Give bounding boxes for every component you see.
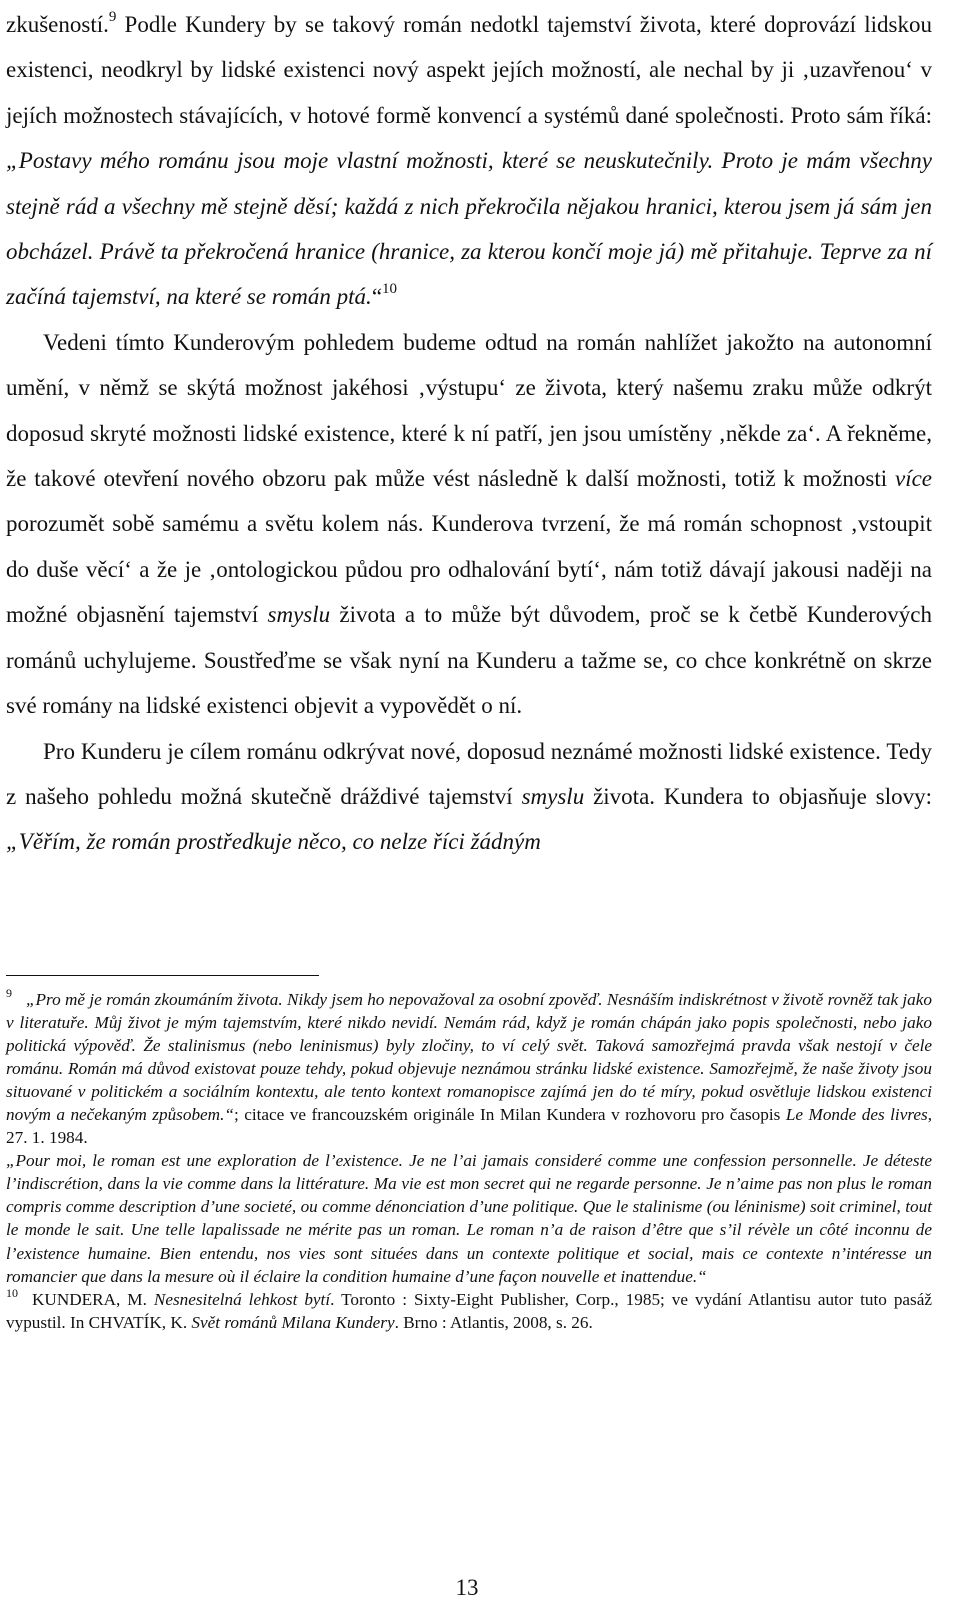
- page-number: 13: [455, 1575, 479, 1600]
- footnote-10-text-2: . Toronto : Sixty-Eight Publisher, Corp., 1985; ve vydání Atlantisu autor tuto pasáž vypustil. In CHVATÍK, K.: [6, 1289, 932, 1332]
- paragraph-2: [6, 320, 932, 729]
- footnote-10-title-1: Nesnesitelná lehkost bytí: [153, 1289, 331, 1309]
- footnote-9-czech-quote: „Pro mě je román zkoumáním života. Nikdy jsem ho nepovažoval za osobní zpověď. Nesnáším indiskrétnost v životě rovněž tak jako v literatuře. Můj život je mým tajemstvím, které nikdo nevidí. Nemám rád, když je román chápán jako popis společnosti, nebo jako politická výpověď. Že stalinismus (nebo leninismus) byly zločiny, to ví celý svět. Taková samozřejmá pravda však nestojí v čele románu. Román má důvod existovat pouze tehdy, pokud objevuje neznámou stránku lidské existence. Samozřejmě, že naše životy jsou situované v politickém a sociálním kontextu, ale tento kontext romanopisce zajímá jen do té míry, pokud osvětluje lidskou existenci novým a nečekaným způsobem.“: [6, 990, 932, 1125]
- footnote-9-mark: 9: [6, 986, 12, 1000]
- paragraph-3-text-2: života. Kundera to objasňuje slovy:: [584, 783, 932, 809]
- paragraph-2-text-3: života a to může být důvodem, proč se k četbě Kunderových románů uchylujeme. Soustřeďme se však nyní na Kunderu a tažme se, co chce konkrétně on skrze své romány na lidské existenci objevit a vypovědět o ní.: [6, 602, 932, 719]
- paragraph-1: [6, 2, 932, 320]
- kundera-quote-2: „Věřím, že román prostředkuje něco, co nelze říci žádným: [6, 829, 541, 855]
- main-text: [6, 2, 932, 865]
- paragraph-1-lead: zkušeností.: [6, 12, 109, 37]
- footnote-9-french: [6, 1149, 932, 1287]
- paragraph-3-text-1: Pro Kunderu je cílem románu odkrývat nové, doposud neznámé možnosti lidské existence. Tedy z našeho pohledu možná skutečně dráždivé tajemství: [6, 738, 932, 809]
- footnote-ref-10[interactable]: 10: [382, 281, 398, 298]
- footnote-9-text-2: , 27. 1. 1984.: [6, 1105, 933, 1148]
- paragraph-3-italic-1: smyslu: [521, 783, 585, 809]
- paragraph-2-text-2: porozumět sobě samému a světu kolem nás. Kunderova tvrzení, že má román schopnost ‚vstoupit do duše věcí‘ a že je ‚ontologickou půdou pro odhalování bytí‘, nám totiž dávají jakousi naději na možné objasnění tajemství: [6, 511, 932, 628]
- footnote-ref-9[interactable]: 9: [108, 9, 117, 25]
- paragraph-2-text-1: Vedeni tímto Kunderovým pohledem budeme odtud na román nahlížet jakožto na autonomní umění, v němž se skýtá možnost jakéhosi ‚výstupu‘ ze života, který našemu zraku může odkrýt doposud skryté možnosti lidské existence, které k ní patří, jen jsou umístěny ‚někde za‘. A řekněme, že takové otevření nového obzoru pak může vést následně k další možnosti, totiž k možnosti: [6, 329, 932, 492]
- footnote-9-text-1: ; citace ve francouzském originále In Milan Kundera v rozhovoru pro časopis: [233, 1105, 786, 1125]
- quote-close-mark: “: [371, 284, 383, 310]
- footnote-9: [6, 988, 932, 1149]
- paragraph-3: [6, 729, 932, 865]
- footnotes: [6, 988, 932, 1334]
- footnote-10-mark: 10: [6, 1285, 18, 1300]
- footnote-9-french-quote: „Pour moi, le roman est une exploration de l’existence. Je ne l’ai jamais consideré comme une confession personnelle. Je déteste l’indiscrétion, dans la vie comme dans la littérature. Ma vie est mon secret qui ne regarde personne. Je n’aime pas non plus le roman compris comme description d’une societé, ou comme dénonciation d’une politique. Que le stalinisme (ou léninisme) soit criminel, tout le monde le sait. Une telle lapalissade ne mérite pas un roman. Le roman n’a de raison d’être que s’il révèle un côté inconnu de l’existence humaine. Bien entendu, nos vies sont situées dans un contexte politique et social, mais ce contexte n’intéresse un romancier que dans la mesure où il éclaire la condition humaine d’une façon nouvelle et inattendue.“: [6, 1151, 932, 1286]
- footnote-9-journal: Le Monde des livres: [785, 1105, 928, 1125]
- footnote-10: [6, 1285, 932, 1334]
- paragraph-2-italic-1: více: [894, 466, 932, 492]
- paragraph-1-text: Podle Kundery by se takový román nedotkl tajemství života, které doprovází lidskou existenci, neodkryl by lidské existenci nový aspekt jejích možností, ale nechal by ji ‚uzavřenou‘ v jejích možnostech stávajících, v hotové formě konvencí a systémů dané společnosti. Proto sám říká:: [6, 12, 932, 128]
- footnote-10-text-3: . Brno : Atlantis, 2008, s. 26.: [394, 1312, 593, 1332]
- footnote-10-text-1: KUNDERA, M.: [32, 1289, 154, 1309]
- kundera-quote-1: „Postavy mého románu jsou moje vlastní možnosti, které se neuskutečnily. Proto je mám všechny stejně rád a všechny mě stejně děsí; každá z nich překročila nějakou hranici, kterou jsem já sám jen obcházel. Právě ta překročená hranice (hranice, za kterou končí moje já) mě přitahuje. Teprve za ní začíná tajemství, na které se román ptá.: [6, 148, 932, 310]
- paragraph-2-italic-2: smyslu: [267, 602, 331, 628]
- footnote-separator: [6, 975, 319, 976]
- footnote-10-title-2: Svět románů Milana Kundery: [191, 1312, 395, 1332]
